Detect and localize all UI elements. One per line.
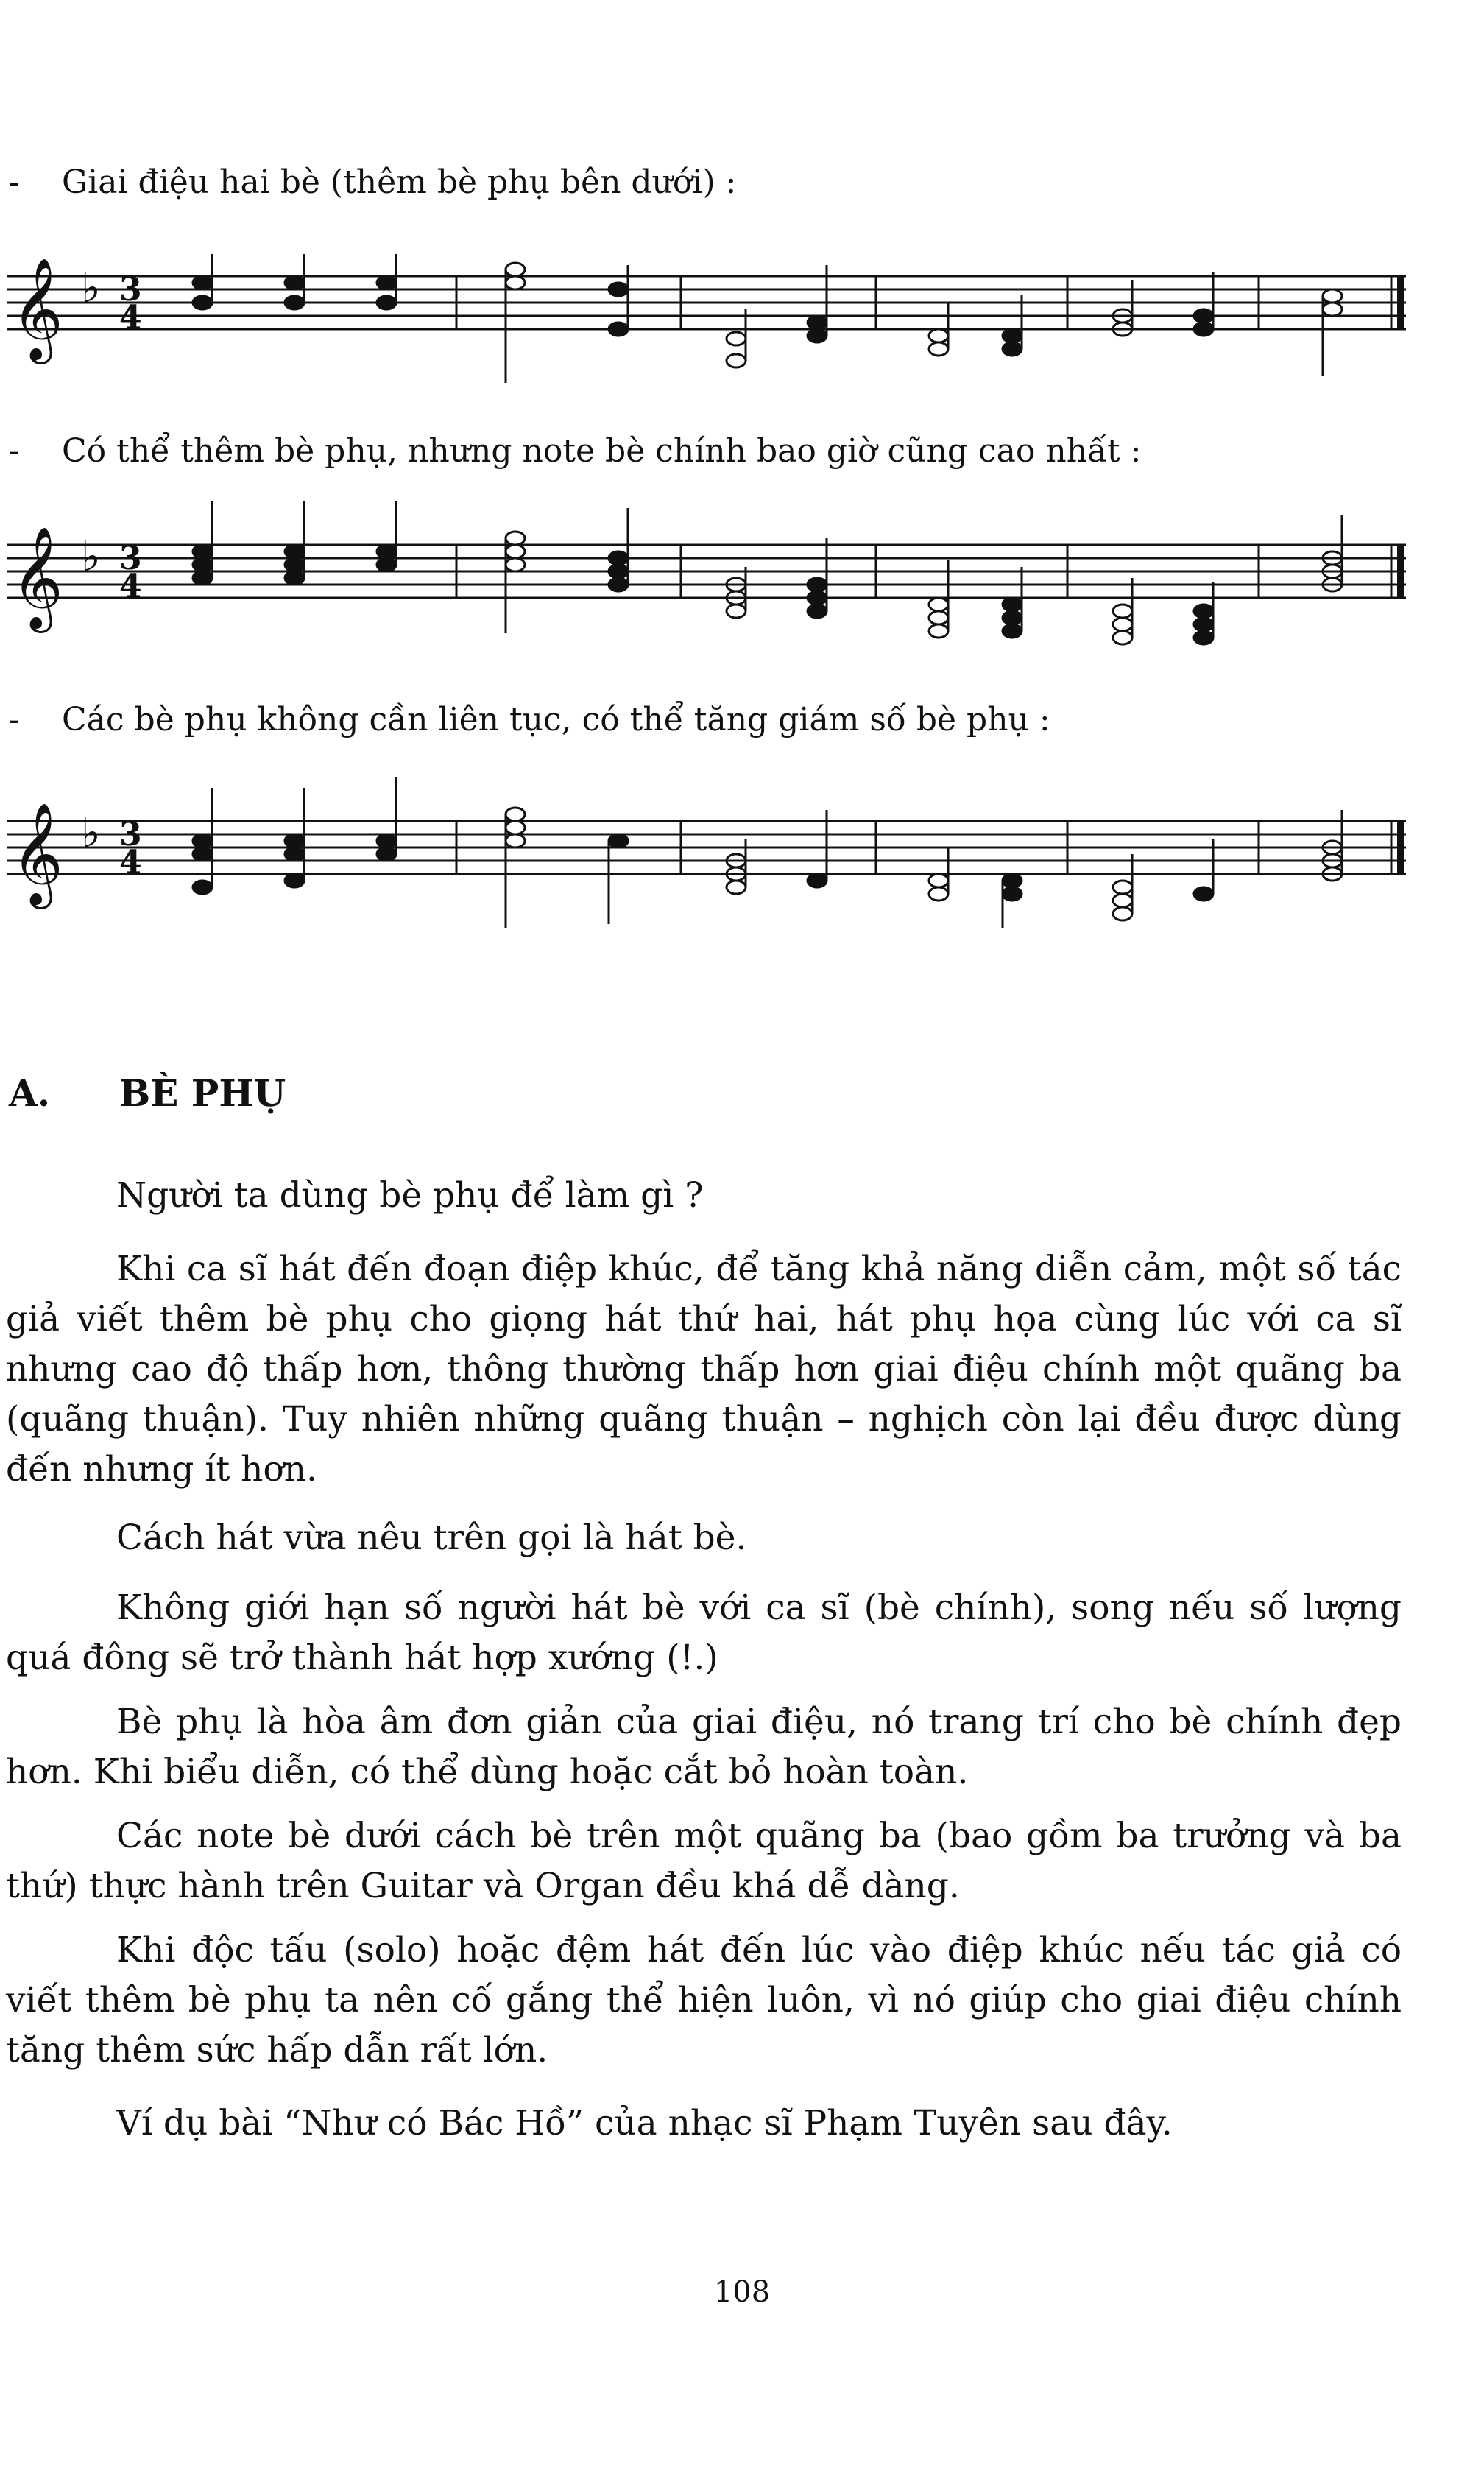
paragraph-8: Ví dụ bài “Như có Bác Hồ” của nhạc sĩ Phạm Tuyên sau đây. [116, 2103, 1173, 2143]
paragraph-1: Người ta dùng bè phụ để làm gì ? [116, 1175, 704, 1216]
music-staff-3 [7, 766, 1406, 942]
bullet-dash: - [9, 163, 20, 201]
time-signature-bottom: 4 [119, 568, 142, 605]
bullet-dash: - [9, 432, 20, 470]
time-signature-bottom: 4 [119, 844, 142, 881]
caption-text: Giai điệu hai bè (thêm bè phụ bên dưới) : [62, 163, 737, 201]
flat-icon: ♭ [81, 533, 101, 581]
time-signature-top: 3 [119, 540, 142, 577]
page-number: 108 [713, 2275, 771, 2309]
example-caption-3 [9, 699, 1050, 741]
flat-icon: ♭ [81, 809, 101, 857]
treble-clef-icon: 𝄞 [11, 803, 63, 905]
treble-clef-icon: 𝄞 [11, 258, 63, 360]
treble-clef-icon: 𝄞 [11, 526, 63, 629]
paragraph-5: Bè phụ là hòa âm đơn giản của giai điệu, nó trang trí cho bè chính đẹp hơn. Khi biểu diễn, có thể dùng hoặc cắt bỏ hoàn toàn. [6, 1702, 1402, 1792]
flat-icon: ♭ [81, 264, 101, 312]
time-signature-bottom: 4 [119, 299, 142, 336]
bullet-dash: - [9, 701, 20, 739]
caption-text: Các bè phụ không cần liên tục, có thể tăng giám số bè phụ : [62, 701, 1050, 739]
time-signature-top: 3 [119, 271, 142, 309]
section-number: A. [9, 1071, 51, 1115]
staff-svg-2 [7, 486, 1406, 663]
caption-text: Có thể thêm bè phụ, nhưng note bè chính bao giờ cũng cao nhất : [62, 432, 1142, 470]
example-caption-2 [9, 431, 1141, 472]
paragraph-2: Khi ca sĩ hát đến đoạn điệp khúc, để tăng khả năng diễn cảm, một số tác giả viết thêm bè phụ cho giọng hát thứ hai, hát phụ họa cùng lúc với ca sĩ nhưng cao độ thấp hơn, thông thường thấp hơn giai điệu chính một quãng ba (quãng thuận). Tuy nhiên những quãng thuận – nghịch còn lại đều được dùng đến nhưng ít hơn. [6, 1249, 1402, 1490]
paragraph-7: Khi độc tấu (solo) hoặc đệm hát đến lúc vào điệp khúc nếu tác giả có viết thêm bè phụ ta nên cố gắng thể hiện luôn, vì nó giúp cho giai điệu chính tăng thêm sức hấp dẫn rất lớn. [6, 1930, 1402, 2071]
section-title: BÈ PHỤ [119, 1071, 286, 1115]
section-heading [9, 1071, 286, 1115]
music-staff-1 [7, 221, 1406, 398]
music-staff-2 [7, 486, 1406, 663]
paragraph-4: Không giới hạn số người hát bè với ca sĩ (bè chính), song nếu số lượng quá đông sẽ trở thành hát hợp xướng (!.) [6, 1587, 1402, 1678]
paragraph-3: Cách hát vừa nêu trên gọi là hát bè. [116, 1518, 747, 1558]
paragraph-6: Các note bè dưới cách bè trên một quãng ba (bao gồm ba trưởng và ba thứ) thực hành trên Guitar và Organ đều khá dễ dàng. [6, 1816, 1402, 1906]
time-signature-top: 3 [119, 816, 142, 853]
staff-svg-1 [7, 221, 1406, 398]
staff-svg-3 [7, 766, 1406, 942]
example-caption-1 [9, 162, 736, 203]
